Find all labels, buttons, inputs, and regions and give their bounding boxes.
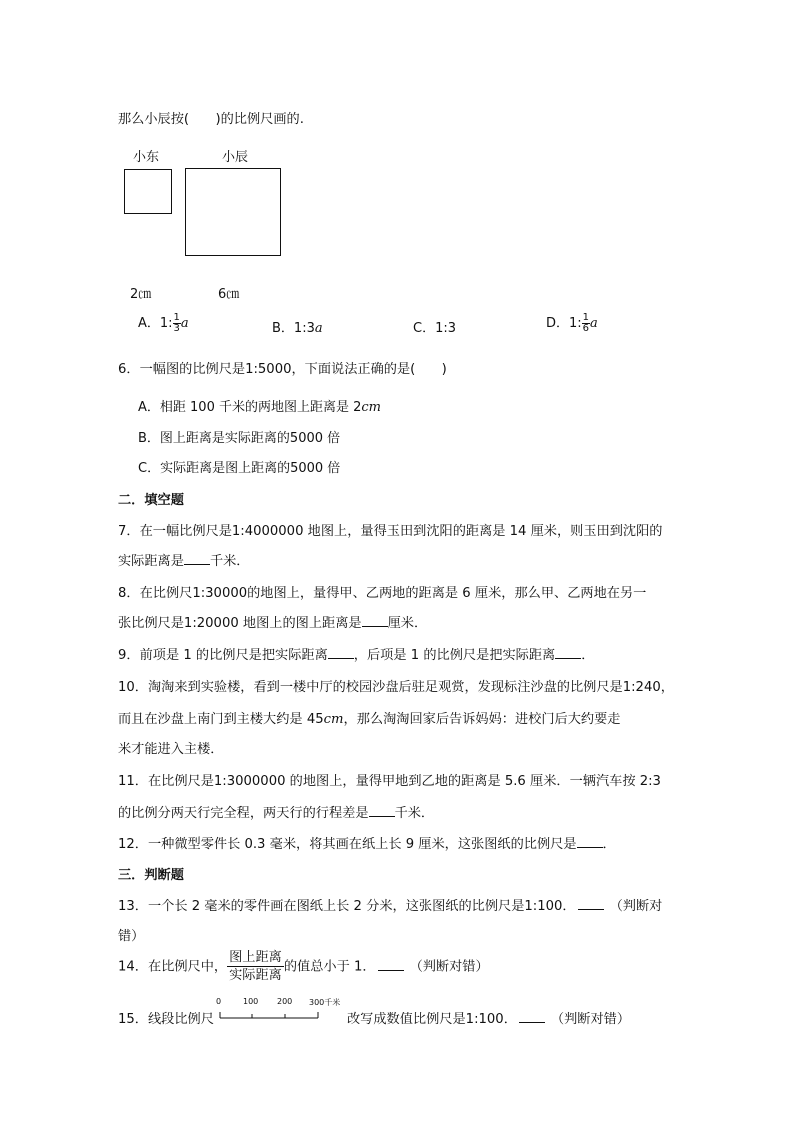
q5-stem-tail: 那么小辰按( )的比例尺画的. xyxy=(118,112,304,127)
answer-blank[interactable] xyxy=(362,614,388,627)
q6-option-a: A．相距 100 千米的两地图上距离是 2cm xyxy=(138,400,381,415)
q7-line1: 7．在一幅比例尺是1:4000000 地图上，量得玉田到沈阳的距离是 14 厘米，则玉田到沈阳的 xyxy=(118,524,663,539)
small-square xyxy=(124,169,172,214)
answer-blank[interactable] xyxy=(555,646,581,659)
q9-line: 9．前项是 1 的比例尺是把实际距离 ，后项是 1 的比例尺是把实际距离 ． xyxy=(118,648,595,663)
ratio-fraction: $\frac{\text{图上距离}}{\text{实际距离}}$ xyxy=(229,950,282,984)
section-fill-in-heading: 二．填空题 xyxy=(118,493,184,508)
scale-tick-label: 0 xyxy=(216,997,222,1006)
q15-stem-post: 改写成数值比例尺是1:100． （判断对错） xyxy=(347,1012,631,1027)
q6-stem: 6．一幅图的比例尺是1:5000，下面说法正确的是( ) xyxy=(118,362,447,377)
q11-line1: 11．在比例尺是1:3000000 的地图上，量得甲地到乙地的距离是 5.6 厘米．一辆汽车按 2:3 xyxy=(118,774,661,789)
answer-blank[interactable] xyxy=(328,646,354,659)
q5-option-a: A．1: $\frac{1}{3}$ a xyxy=(138,312,189,334)
q13-line1: 13．一个长 2 毫米的零件画在图纸上长 2 分米，这张图纸的比例尺是1:100． （判断对 xyxy=(118,899,663,914)
q5-option-c: C．1:3 xyxy=(413,321,456,336)
q5-option-b: B．1:3a xyxy=(272,321,323,336)
q5-option-d: D．1: $\frac{1}{6}$ a xyxy=(546,312,598,334)
answer-blank[interactable] xyxy=(578,897,604,910)
answer-blank[interactable] xyxy=(184,552,210,565)
answer-blank[interactable] xyxy=(378,958,404,971)
scale-tick-label: 200 xyxy=(277,997,293,1006)
q12-line: 12．一种微型零件长 0.3 毫米，将其画在纸上长 9 厘米，这张图纸的比例尺是 ． xyxy=(118,837,616,852)
q15-stem-pre: 15．线段比例尺 xyxy=(118,1012,214,1027)
line-scale-bar xyxy=(214,997,341,1023)
q11-line2: 的比例分两天行完全程，两天行的行程差是 千米． xyxy=(118,806,435,821)
figure-label-xiaochen: 小辰 xyxy=(222,150,249,165)
scale-bar-graphic xyxy=(214,997,324,1023)
q6-option-b: B．图上距离是实际距离的5000 倍 xyxy=(138,431,341,446)
scale-tick-label: 300千米 xyxy=(309,998,341,1007)
figure-size-left: 2㎝ xyxy=(130,287,152,302)
q7-line2: 实际距离是 千米． xyxy=(118,554,250,569)
answer-blank[interactable] xyxy=(519,1010,545,1023)
figure-size-right: 6㎝ xyxy=(218,287,240,302)
q8-line2: 张比例尺是1:20000 地图上的图上距离是 厘米． xyxy=(118,616,428,631)
figure-label-xiaodong: 小东 xyxy=(133,150,160,165)
q10-line2: 而且在沙盘上南门到主楼大约是 45cm，那么淘淘回家后告诉妈妈：进校门后大约要走 xyxy=(118,712,621,727)
q8-line1: 8．在比例尺1:30000的地图上，量得甲、乙两地的距离是 6 厘米，那么甲、乙两地在另一 xyxy=(118,586,647,601)
answer-blank[interactable] xyxy=(577,835,603,848)
q13-line2: 错） xyxy=(118,929,145,944)
answer-blank[interactable] xyxy=(369,804,395,817)
fraction-one-sixth: $\frac{1}{6}$ xyxy=(582,312,590,334)
q10-line1: 10．淘淘来到实验楼，看到一楼中厅的校园沙盘后驻足观赏，发现标注沙盘的比例尺是1:240， xyxy=(118,680,674,695)
q14-line: 14．在比例尺中， $\frac{\text{图上距离}}{\text{实际距离}}$ 的值总小于 1． （判断对错） xyxy=(118,950,489,984)
q10-line3: 米才能进入主楼． xyxy=(118,742,224,757)
large-square xyxy=(185,168,281,256)
scale-tick-label: 100 xyxy=(243,997,259,1006)
section-judge-heading: 三．判断题 xyxy=(118,868,184,883)
q6-option-c: C．实际距离是图上距离的5000 倍 xyxy=(138,461,341,476)
fraction-one-third: $\frac{1}{3}$ xyxy=(173,312,180,334)
